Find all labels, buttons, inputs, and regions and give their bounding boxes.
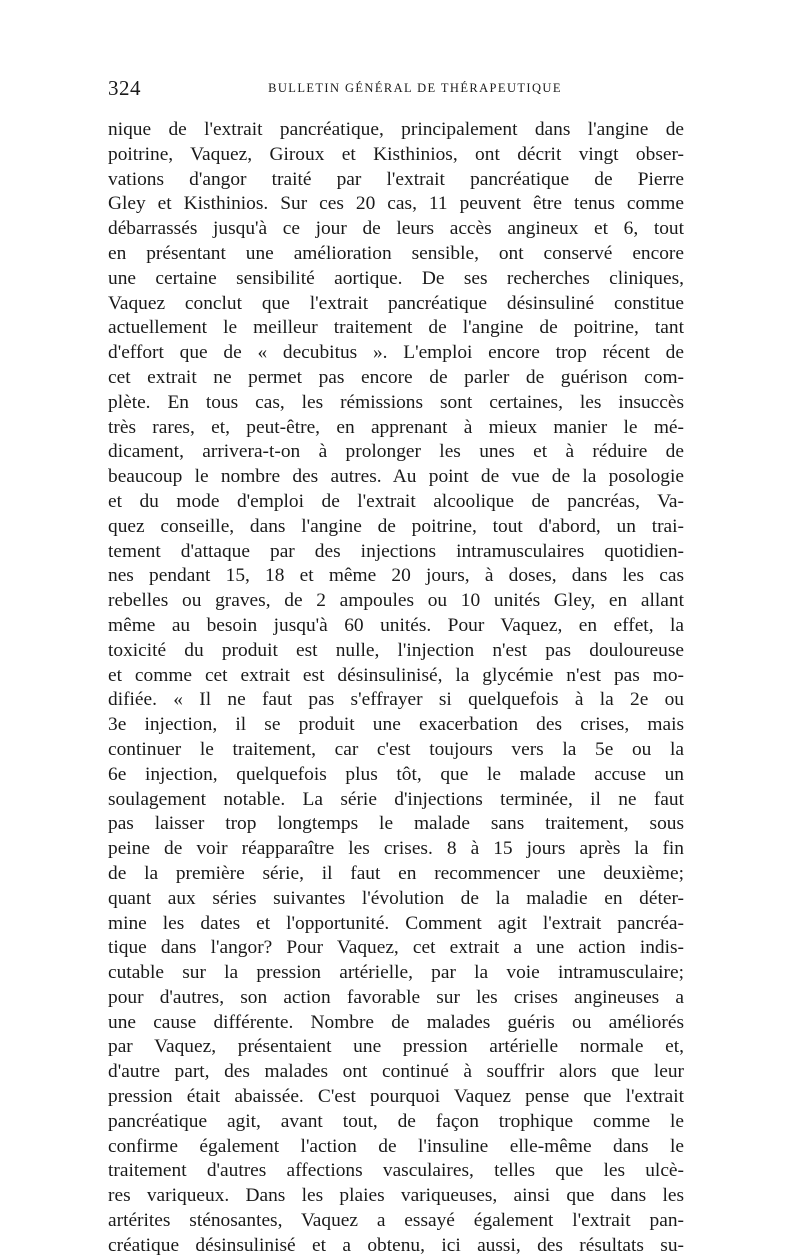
text-line: quant aux séries suivantes l'évolution de la maladie en déter- [108,887,684,909]
text-line: toxicité du produit est nulle, l'injection n'est pas douloureuse [108,639,684,661]
text-line: rebelles ou graves, de 2 ampoules ou 10 unités Gley, en allant [108,590,684,612]
text-line: confirme également l'action de l'insuline elle-même dans le [108,1135,684,1157]
text-line: vations d'angor traité par l'extrait pancréatique de Pierre [108,168,684,190]
text-line: débarrassés jusqu'à ce jour de leurs accès angineux et 6, tout [108,218,684,240]
text-line: difiée. « Il ne faut pas s'effrayer si quelquefois à la 2e ou [108,689,684,711]
text-line: tique dans l'angor? Pour Vaquez, cet extrait a une action indis- [108,937,684,959]
text-line: pas laisser trop longtemps le malade sans traitement, sous [108,813,684,835]
text-line: de la première série, il faut en recommencer une deuxième; [108,862,684,884]
text-line: 3e injection, il se produit une exacerbation des crises, mais [108,714,684,736]
text-line: poitrine, Vaquez, Giroux et Kisthinios, ont décrit vingt obser- [108,143,684,165]
text-line: tement d'attaque par des injections intramusculaires quotidien- [108,540,684,562]
text-line: beaucoup le nombre des autres. Au point de vue de la posologie [108,466,684,488]
running-head [108,76,682,100]
text-line: d'autre part, des malades ont continué à souffrir alors que leur [108,1061,684,1083]
text-line: créatique désinsulinisé et a obtenu, ici aussi, des résultats su- [108,1234,684,1256]
body-paragraph [108,118,684,1259]
text-line: pression était abaissée. C'est pourquoi Vaquez pense que l'extrait [108,1086,684,1108]
running-title: BULLETIN GÉNÉRAL DE THÉRAPEUTIQUE [268,81,562,95]
text-line: par Vaquez, présentaient une pression artérielle normale et, [108,1036,684,1058]
text-line: quez conseille, dans l'angine de poitrine, tout d'abord, un trai- [108,515,684,537]
text-line: très rares, et, peut-être, en apprenant à mieux manier le mé- [108,416,684,438]
text-line: nique de l'extrait pancréatique, principalement dans l'angine de [108,119,684,140]
text-line: nes pendant 15, 18 et même 20 jours, à doses, dans les cas [108,565,684,587]
text-line: Vaquez conclut que l'extrait pancréatique désinsuliné constitue [108,292,684,314]
page-number: 324 [108,76,141,100]
text-line: plète. En tous cas, les rémissions sont certaines, les insuccès [108,391,684,413]
text-line: cutable sur la pression artérielle, par la voie intramusculaire; [108,962,684,984]
text-line: et comme cet extrait est désinsulinisé, la glycémie n'est pas mo- [108,664,684,686]
text-line: res variqueux. Dans les plaies variqueuses, ainsi que dans les [108,1185,684,1207]
text-line: en présentant une amélioration sensible, ont conservé encore [108,242,684,264]
text-line: dicament, arrivera-t-on à prolonger les unes et à réduire de [108,441,684,463]
text-line: traitement d'autres affections vasculaires, telles que les ulcè- [108,1160,684,1182]
text-line: pour d'autres, son action favorable sur les crises angineuses a [108,986,684,1008]
text-line: une cause différente. Nombre de malades guéris ou améliorés [108,1011,684,1033]
text-line: même au besoin jusqu'à 60 unités. Pour Vaquez, en effet, la [108,614,684,636]
text-line: cet extrait ne permet pas encore de parler de guérison com- [108,366,684,388]
text-line: peine de voir réapparaître les crises. 8 à 15 jours après la fin [108,838,684,860]
text-line: 6e injection, quelquefois plus tôt, que le malade accuse un [108,763,684,785]
text-line: une certaine sensibilité aortique. De ses recherches cliniques, [108,267,684,289]
text-line: continuer le traitement, car c'est toujours vers la 5e ou la [108,738,684,760]
text-line: artérites sténosantes, Vaquez a essayé également l'extrait pan- [108,1210,684,1232]
text-line: d'effort que de « decubitus ». L'emploi encore trop récent de [108,342,684,364]
text-line: actuellement le meilleur traitement de l'angine de poitrine, tant [108,317,684,339]
text-line: pancréatique agit, avant tout, de façon trophique comme le [108,1110,684,1132]
text-line: et du mode d'emploi de l'extrait alcoolique de pancréas, Va- [108,490,684,512]
text-line: soulagement notable. La série d'injections terminée, il ne faut [108,788,684,810]
text-line: mine les dates et l'opportunité. Comment agit l'extrait pancréa- [108,912,684,934]
text-line: Gley et Kisthinios. Sur ces 20 cas, 11 peuvent être tenus comme [108,193,684,215]
